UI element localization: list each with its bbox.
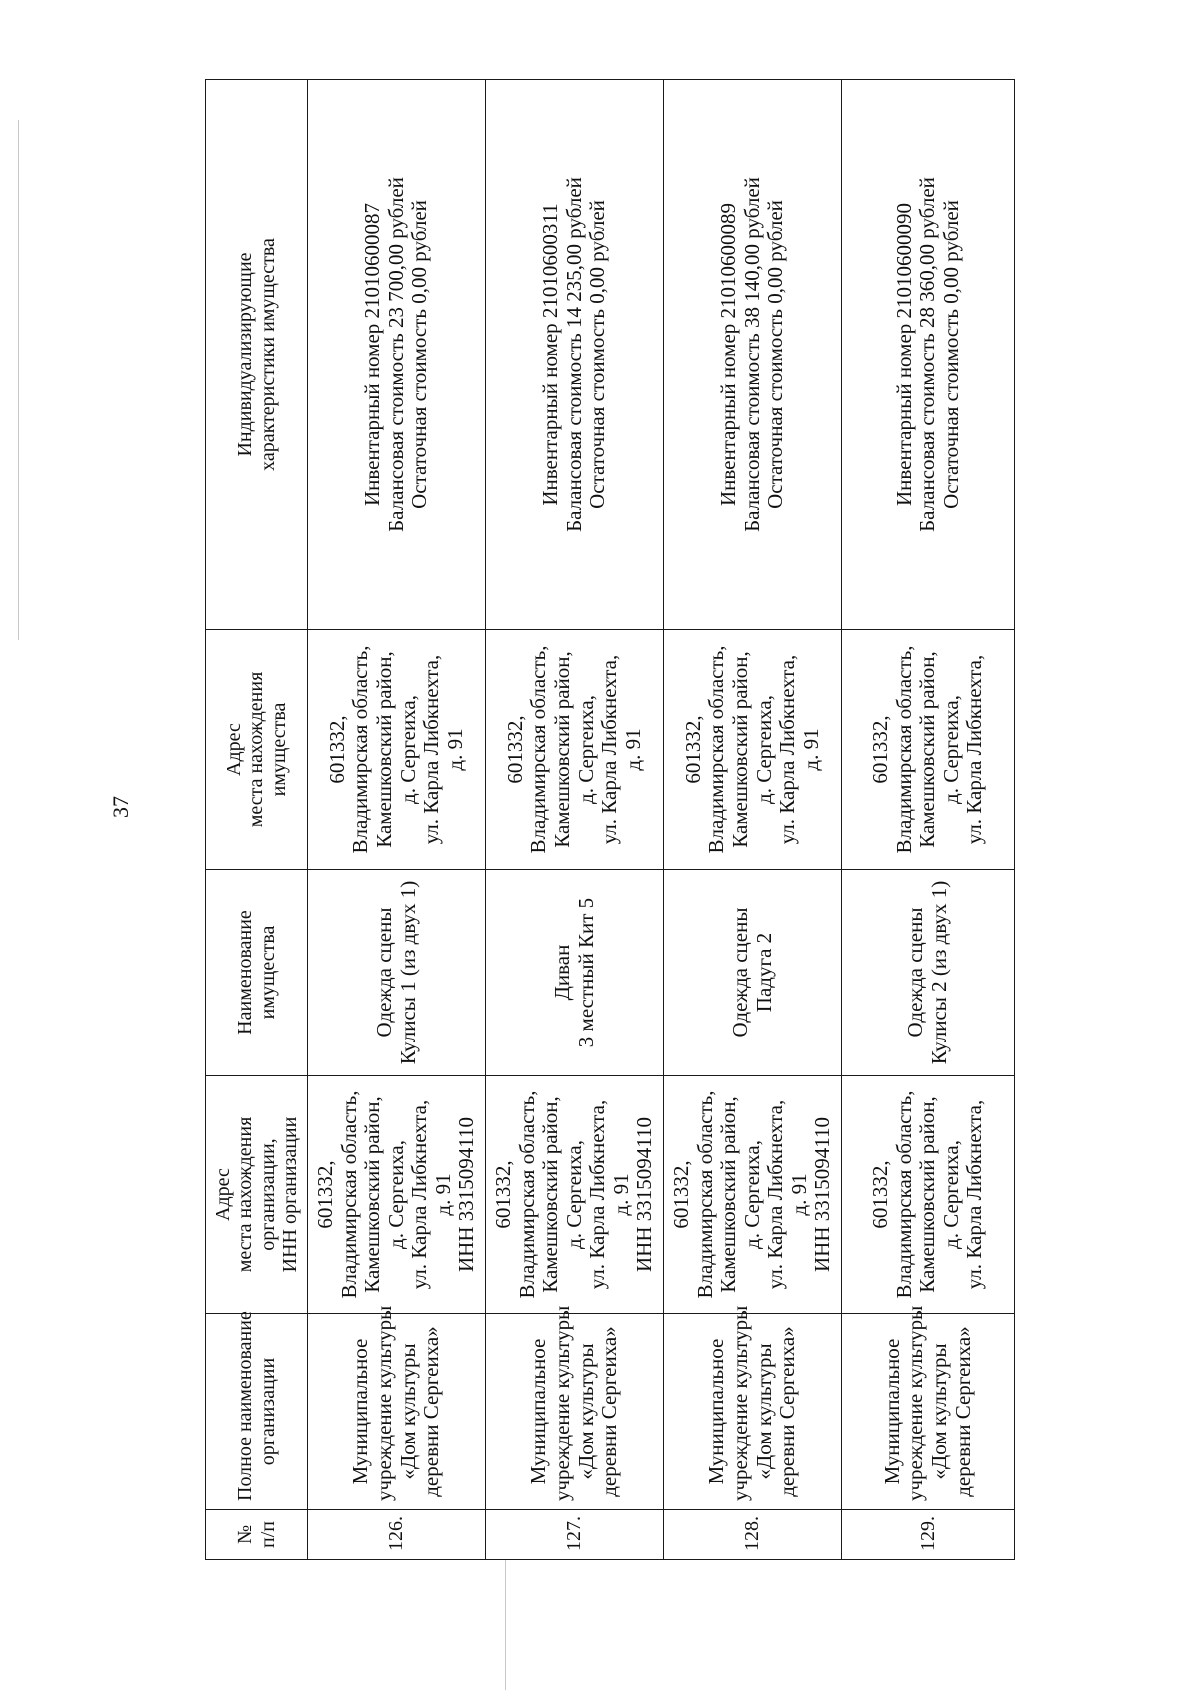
cell-text-line: Остаточная стоимость 0,00 рублей: [407, 200, 432, 509]
cell-text-line: Владимирская область,: [348, 645, 373, 854]
cell-text-line: д. 91: [786, 1173, 811, 1216]
row-number: 127.: [486, 1510, 664, 1560]
cell-text-line: Муниципальное: [704, 1338, 729, 1485]
header-property-address: [206, 630, 308, 870]
header-property-name: [206, 870, 308, 1076]
cell-text-line: организации,: [256, 1138, 279, 1251]
cell-text-line: 601332,: [680, 715, 705, 784]
cell-text-line: организации: [256, 1357, 279, 1466]
cell-text-line: Одежда сцены: [727, 907, 752, 1038]
cell-text-line: Балансовая стоимость 23 700,00 рублей: [383, 177, 408, 532]
org-address-cell: [664, 1076, 842, 1314]
cell-text-line: д. 91: [430, 1173, 455, 1216]
cell-text-line: имущества: [256, 925, 279, 1020]
characteristics-cell: [664, 80, 842, 630]
cell-text-line: ИНН 3315094110: [810, 1117, 835, 1272]
cell-text-line: учреждение культуры: [903, 1305, 928, 1501]
cell-text-line: Инвентарный номер 21010600311: [538, 203, 563, 506]
cell-text-line: Диван: [549, 944, 574, 1001]
cell-text-line: 601332,: [491, 1160, 516, 1229]
cell-text-line: имущества: [267, 702, 290, 797]
cell-text-line: Камешковский район,: [549, 651, 574, 848]
property-name-cell: [308, 870, 486, 1076]
cell-text-line: Одежда сцены: [903, 907, 928, 1038]
cell-text-line: Муниципальное: [879, 1338, 904, 1485]
cell-text-line: д. 91: [620, 728, 645, 771]
rotated-table-wrapper: [205, 80, 1015, 1560]
table-row: [664, 80, 842, 1560]
cell-text-line: Владимирская область,: [336, 1090, 361, 1299]
scan-artifact-line: [18, 120, 19, 640]
property-name-cell: [486, 870, 664, 1076]
cell-text-line: д. Сергеиха,: [395, 695, 420, 804]
cell-text-line: Полное наименование: [234, 1311, 257, 1501]
cell-text-line: учреждение культуры: [549, 1305, 574, 1501]
cell-text-line: Адрес: [222, 723, 245, 776]
cell-text-line: Падуга 2: [751, 932, 776, 1013]
cell-text-line: Владимирская область,: [704, 645, 729, 854]
cell-text-line: Одежда сцены: [371, 907, 396, 1038]
header-num: [206, 1510, 308, 1560]
cell-text-line: Кулисы 1 (из двух 1): [395, 880, 420, 1065]
cell-text-line: Остаточная стоимость 0,00 рублей: [585, 200, 610, 509]
registry-table-frame: [205, 80, 1015, 1560]
cell-text-line: Балансовая стоимость 38 140,00 рублей: [739, 177, 764, 532]
cell-text-line: д. Сергеиха,: [383, 1140, 408, 1249]
cell-text-line: д. Сергеиха,: [938, 695, 963, 804]
row-number: 126.: [308, 1510, 486, 1560]
cell-text-line: Наименование: [234, 910, 257, 1035]
row-number: 129.: [842, 1510, 1015, 1560]
table-row: [308, 80, 486, 1560]
cell-text-line: ИНН организации: [278, 1116, 301, 1273]
header-org-name: [206, 1311, 308, 1510]
cell-text-line: деревни Сергеиха»: [419, 1326, 444, 1497]
property-name-cell: [842, 870, 1015, 1076]
cell-text-line: д. 91: [798, 728, 823, 771]
page-number: 37: [108, 796, 133, 818]
cell-text-line: 3 местный Кит 5: [573, 897, 598, 1048]
cell-text-line: Инвентарный номер 21010600087: [360, 202, 385, 507]
cell-text-line: 601332,: [324, 715, 349, 784]
cell-text-line: Владимирская область,: [891, 1090, 916, 1299]
cell-text-line: ул. Карла Либкнехта,: [407, 1099, 432, 1290]
cell-text-line: д. Сергеиха,: [561, 1140, 586, 1249]
table-row: [842, 80, 1015, 1560]
header-org-address: [206, 1076, 308, 1314]
header-characteristics: [206, 80, 308, 630]
cell-text-line: Балансовая стоимость 28 360,00 рублей: [915, 177, 940, 532]
org-name-cell: [664, 1305, 842, 1510]
cell-text-line: Инвентарный номер 21010600090: [891, 202, 916, 507]
table-header-row: [206, 80, 308, 1560]
cell-text-line: «Дом культуры: [751, 1343, 776, 1480]
cell-text-line: ул. Карла Либкнехта,: [763, 1099, 788, 1290]
cell-text-line: Владимирская область,: [891, 645, 916, 854]
org-name-cell: [308, 1305, 486, 1510]
org-address-cell: [308, 1076, 486, 1314]
cell-text-line: п/п: [256, 1521, 279, 1548]
cell-text-line: ул. Карла Либкнехта,: [962, 1099, 987, 1290]
cell-text-line: ул. Карла Либкнехта,: [962, 654, 987, 845]
cell-text-line: Остаточная стоимость 0,00 рублей: [763, 200, 788, 509]
org-name-cell: [842, 1305, 1015, 1510]
cell-text-line: Остаточная стоимость 0,00 рублей: [938, 200, 963, 509]
cell-text-line: Кулисы 2 (из двух 1): [927, 880, 951, 1065]
cell-text-line: 601332,: [669, 1160, 694, 1229]
cell-text-line: Камешковский район,: [538, 1096, 563, 1293]
cell-text-line: Камешковский район,: [716, 1096, 741, 1293]
cell-text-line: Владимирская область,: [514, 1090, 539, 1299]
cell-text-line: Владимирская область,: [526, 645, 551, 854]
cell-text-line: места нахождения: [234, 1116, 257, 1273]
cell-text-line: учреждение культуры: [727, 1305, 752, 1501]
cell-text-line: Индивидуализирующие: [234, 252, 257, 457]
cell-text-line: ул. Карла Либкнехта,: [585, 1099, 610, 1290]
cell-text-line: Инвентарный номер 21010600089: [716, 202, 741, 507]
cell-text-line: Камешковский район,: [915, 651, 940, 848]
org-name-cell: [486, 1305, 664, 1510]
cell-text-line: д. 91: [442, 728, 467, 771]
cell-text-line: Муниципальное: [526, 1338, 551, 1485]
cell-text-line: Камешковский район,: [915, 1096, 940, 1293]
row-number: 128.: [664, 1510, 842, 1560]
cell-text-line: Балансовая стоимость 14 235,00 рублей: [561, 177, 586, 532]
cell-text-line: учреждение культуры: [371, 1305, 396, 1501]
cell-text-line: Камешковский район,: [371, 651, 396, 848]
cell-text-line: д. Сергеиха,: [938, 1140, 963, 1249]
characteristics-cell: [308, 80, 486, 630]
cell-text-line: д. Сергеиха,: [751, 695, 776, 804]
cell-text-line: Адрес: [211, 1168, 234, 1221]
cell-text-line: деревни Сергеиха»: [950, 1326, 975, 1497]
characteristics-cell: [486, 80, 664, 630]
cell-text-line: №: [234, 1524, 257, 1545]
property-name-cell: [664, 870, 842, 1076]
cell-text-line: «Дом культуры: [927, 1343, 951, 1480]
cell-text-line: д. Сергеиха,: [573, 695, 598, 804]
cell-text-line: Муниципальное: [348, 1338, 373, 1485]
cell-text-line: 601332,: [868, 1160, 893, 1229]
cell-text-line: Камешковский район,: [727, 651, 752, 848]
property-address-cell: [664, 630, 842, 870]
cell-text-line: Камешковский район,: [360, 1096, 385, 1293]
cell-text-line: 601332,: [313, 1160, 338, 1229]
cell-text-line: д. 91: [608, 1173, 633, 1216]
org-address-cell: [842, 1076, 1015, 1314]
cell-text-line: 601332,: [868, 715, 893, 784]
cell-text-line: «Дом культуры: [573, 1343, 598, 1480]
property-address-cell: [842, 630, 1015, 870]
cell-text-line: ул. Карла Либкнехта,: [775, 654, 800, 845]
cell-text-line: ИНН 3315094110: [454, 1117, 479, 1272]
characteristics-cell: [842, 80, 1015, 630]
cell-text-line: 601332,: [502, 715, 527, 784]
cell-text-line: Владимирская область,: [692, 1090, 717, 1299]
cell-text-line: ИНН 3315094110: [632, 1117, 657, 1272]
cell-text-line: места нахождения: [245, 671, 268, 828]
cell-text-line: д. Сергеиха,: [739, 1140, 764, 1249]
cell-text-line: деревни Сергеиха»: [775, 1326, 800, 1497]
cell-text-line: ул. Карла Либкнехта,: [419, 654, 444, 845]
property-address-cell: [486, 630, 664, 870]
cell-text-line: деревни Сергеиха»: [597, 1326, 622, 1497]
org-address-cell: [486, 1076, 664, 1314]
cell-text-line: характеристики имущества: [256, 238, 279, 471]
cell-text-line: ул. Карла Либкнехта,: [597, 654, 622, 845]
cell-text-line: «Дом культуры: [395, 1343, 420, 1480]
property-address-cell: [308, 630, 486, 870]
property-registry-table: [205, 79, 1015, 1560]
scan-artifact-line: [505, 1560, 506, 1690]
table-row: [486, 80, 664, 1560]
